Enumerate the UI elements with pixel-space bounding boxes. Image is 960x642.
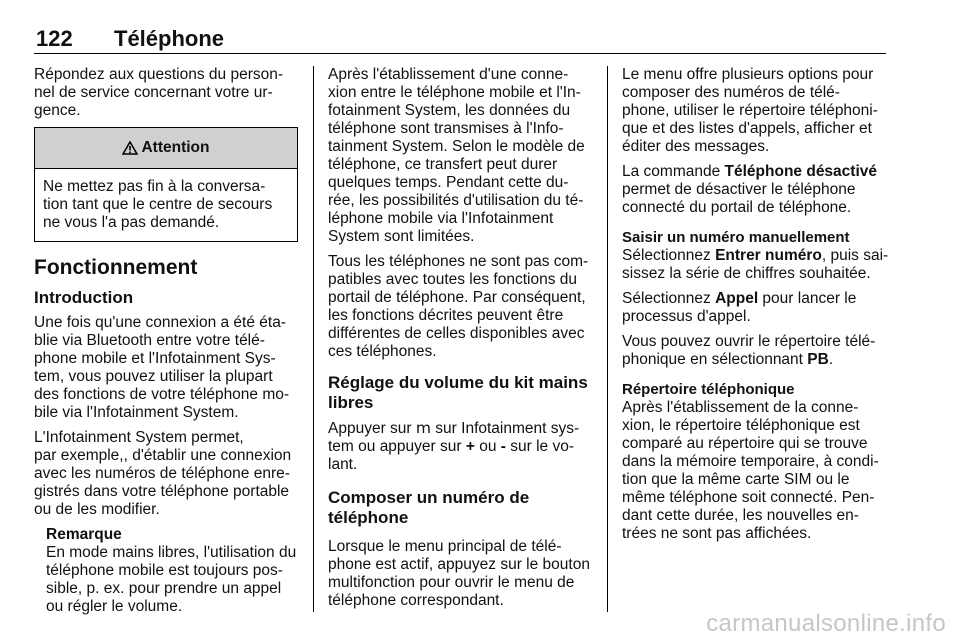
text-line: gistrés dans votre téléphone portable	[34, 483, 290, 500]
text-line: xion, le répertoire téléphonique est	[622, 417, 860, 434]
text-line: léphone mobile via l'Infotainment	[328, 210, 554, 227]
column-divider-2	[607, 66, 608, 612]
text-run: Sélectionnez	[622, 247, 716, 264]
column-3	[622, 66, 890, 550]
call-paragraph	[622, 290, 890, 326]
text-line: blie via Bluetooth entre votre télé-	[34, 332, 265, 349]
text-run: Sélectionnez	[622, 290, 716, 307]
disable-phone-paragraph	[622, 163, 890, 217]
text-line: téléphone mobile est toujours pos-	[46, 562, 283, 579]
text-line: ou de les modifier.	[34, 501, 160, 518]
text-line: sissez la série de chiffres souhaitée.	[622, 265, 871, 282]
text-line: ces téléphones.	[328, 343, 437, 360]
text-line: Le menu offre plusieurs options pour	[622, 66, 874, 83]
text-line: téléphone, ce transfert peut durer	[328, 156, 558, 173]
section-title: Fonctionnement	[34, 256, 198, 279]
text-line: L'Infotainment System permet,	[34, 429, 244, 446]
attention-header	[35, 128, 297, 169]
phonebook-paragraph	[622, 333, 890, 369]
text-run: tem ou appuyer sur	[328, 438, 466, 455]
text-line: des fonctions de votre téléphone mo-	[34, 386, 290, 403]
text-line: Tous les téléphones ne sont pas com-	[328, 253, 589, 270]
text-line: connecté du portail de téléphone.	[622, 199, 852, 216]
heading-line: libres	[328, 393, 374, 412]
menu-term: Entrer numéro	[715, 247, 822, 264]
directory-paragraph	[622, 399, 890, 543]
text-line: portail de téléphone. Par conséquent,	[328, 289, 586, 306]
compose-paragraph	[328, 538, 594, 610]
directory-heading: Répertoire téléphonique	[622, 381, 795, 398]
watermark: carmanualsonline.info	[706, 610, 946, 637]
text-line: System sont limitées.	[328, 228, 475, 245]
text-line: composer des numéros de télé-	[622, 84, 840, 101]
manual-entry-heading: Saisir un numéro manuellement	[622, 229, 850, 246]
menu-term: PB	[807, 351, 829, 368]
heading-line: téléphone	[328, 508, 409, 527]
attention-box	[34, 127, 298, 242]
compose-heading	[328, 488, 594, 528]
text-run: .	[828, 351, 834, 368]
text-line: tion tant que le centre de secours	[43, 196, 273, 213]
volume-paragraph	[328, 419, 594, 474]
text-line: permet de désactiver le téléphone	[622, 181, 856, 198]
text-run: pour lancer le	[758, 290, 857, 307]
heading-line: Réglage du volume du kit mains	[328, 373, 588, 392]
compatibility-paragraph	[328, 253, 594, 361]
text-line: quelques temps. Pendant cette du-	[328, 174, 569, 191]
text-line	[328, 419, 594, 438]
attention-title: Attention	[141, 139, 210, 156]
text-line: rée, les possibilités d'utilisation du té-	[328, 192, 584, 209]
text-line: téléphone correspondant.	[328, 592, 504, 609]
text-line: xion entre le téléphone mobile et l'In-	[328, 84, 581, 101]
text-line: phone est actif, appuyez sur le bouton	[328, 556, 590, 573]
text-run: sur Infotainment sys-	[431, 420, 580, 437]
manual-entry-paragraph	[622, 247, 890, 283]
text-line: Ne mettez pas fin à la conversa-	[43, 178, 266, 195]
intro-body-paragraph	[34, 314, 298, 422]
text-line: ou régler le volume.	[46, 598, 183, 615]
warning-icon	[122, 141, 138, 155]
intro-paragraph	[34, 66, 298, 120]
text-line: même téléphone soit connecté. Pen-	[622, 489, 875, 506]
text-line: tainment System. Selon le modèle de	[328, 138, 585, 155]
infotainment-paragraph	[34, 429, 298, 519]
text-line: Répondez aux questions du person-	[34, 66, 284, 83]
text-line: téléphone sont transmises à l'Info-	[328, 120, 564, 137]
text-line	[328, 438, 594, 456]
text-line: phone, utiliser le répertoire téléphoni-	[622, 102, 878, 119]
text-line: différentes de celles disponibles avec	[328, 325, 585, 342]
text-line: ne vous l'a pas demandé.	[43, 214, 220, 231]
menu-term: Appel	[715, 290, 759, 307]
text-line: multifonction pour ouvrir le menu de	[328, 574, 575, 591]
text-line: que et des listes d'appels, afficher et	[622, 120, 872, 137]
text-line: Lorsque le menu principal de télé-	[328, 538, 562, 555]
text-line: processus d'appel.	[622, 308, 751, 325]
text-line: lant.	[328, 456, 358, 473]
text-line: dans la mémoire temporaire, à condi-	[622, 453, 879, 470]
text-line	[622, 163, 890, 181]
heading-line: Composer un numéro de	[328, 488, 530, 507]
text-line: nel de service concernant votre ur-	[34, 84, 273, 101]
text-line: comparé au répertoire qui se trouve	[622, 435, 868, 452]
text-line	[622, 290, 890, 308]
text-line: Vous pouvez ouvrir le répertoire télé-	[622, 333, 876, 350]
text-line	[622, 351, 890, 369]
power-knob-icon: m	[415, 419, 431, 437]
text-line: gence.	[34, 102, 81, 119]
volume-heading	[328, 373, 594, 413]
page-number: 122	[36, 26, 73, 51]
text-line: par exemple,, d'établir une connexion	[34, 447, 292, 464]
column-2	[328, 66, 594, 617]
minus-symbol: -	[500, 438, 506, 455]
text-run: , puis sai-	[821, 247, 889, 264]
text-line: tion que la même carte SIM ou le	[622, 471, 850, 488]
text-run: La commande	[622, 163, 725, 180]
note-title: Remarque	[46, 526, 122, 543]
text-line: trées ne sont pas affichées.	[622, 525, 812, 542]
text-run: Appuyer sur	[328, 420, 416, 437]
page-header	[36, 26, 886, 56]
text-line: En mode mains libres, l'utilisation du	[46, 544, 297, 561]
header-rule	[34, 53, 886, 54]
attention-body	[35, 169, 297, 241]
menu-options-paragraph	[622, 66, 890, 156]
text-line: les fonctions décrites peuvent être	[328, 307, 564, 324]
text-line: avec les numéros de téléphone enre-	[34, 465, 290, 482]
text-line: Après l'établissement de la conne-	[622, 399, 859, 416]
text-line: sible, p. ex. pour prendre un appel	[46, 580, 282, 597]
text-line: éditer des messages.	[622, 138, 770, 155]
text-line: dant cette durée, les nouvelles en-	[622, 507, 859, 524]
text-run: sur le vo-	[505, 438, 575, 455]
text-line: fotainment System, les données du	[328, 102, 571, 119]
text-run: phonique en sélectionnant	[622, 351, 808, 368]
text-line	[622, 247, 890, 265]
text-line: Une fois qu'une connexion a été éta-	[34, 314, 286, 331]
text-line: phone mobile et l'Infotainment Sys-	[34, 350, 276, 367]
transfer-paragraph	[328, 66, 594, 246]
subsection-title: Introduction	[34, 288, 134, 307]
column-1	[34, 66, 298, 616]
text-line: patibles avec toutes les fonctions du	[328, 271, 578, 288]
plus-symbol: +	[465, 438, 475, 455]
text-line: tem, vous pouvez utiliser la plupart	[34, 368, 273, 385]
note-block	[46, 526, 298, 616]
column-divider-1	[313, 66, 314, 612]
text-line: Après l'établissement d'une conne-	[328, 66, 569, 83]
text-run: ou	[474, 438, 501, 455]
menu-term: Téléphone désactivé	[724, 163, 878, 180]
text-line: bile via l'Infotainment System.	[34, 404, 239, 421]
page-title: Téléphone	[114, 26, 225, 51]
